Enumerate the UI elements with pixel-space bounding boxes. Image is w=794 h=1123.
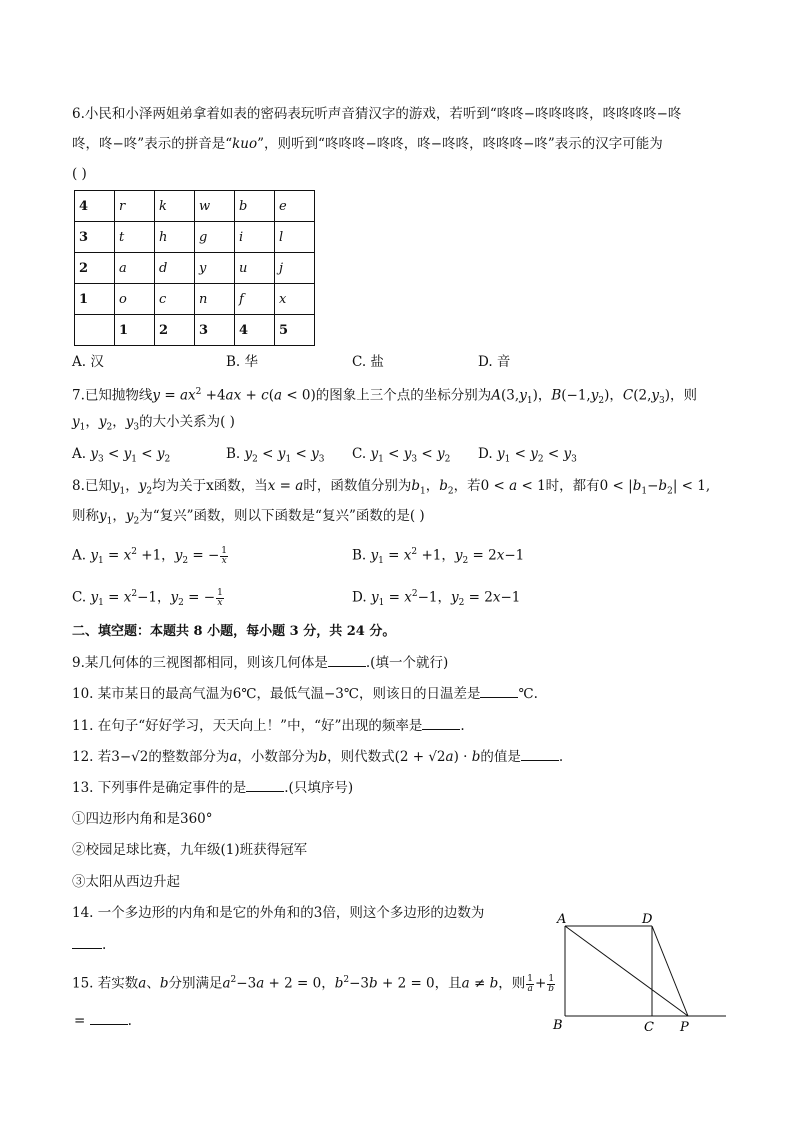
label-d: D <box>642 912 653 927</box>
column-header: 5 <box>275 315 315 346</box>
table-cell: g <box>195 222 235 253</box>
q8-option-c: C. $y_1 = x^2-1$，$y_2$ = − $\frac{1}{x}$ <box>72 587 223 609</box>
q8-line1: 8.已知$y_1$，$y_2$均为关于x函数，当x = a时，函数值分别为$b_1$，$b_2$，若0 < a < 1时，都有$0 < |b_1-b_2| < 1$, <box>72 478 711 497</box>
code-table <box>74 190 315 346</box>
label-c: C <box>644 1020 654 1035</box>
table-cell: a <box>115 253 155 284</box>
q14: 14. 一个多边形的内角和是它的外角和的3倍，则这个多边形的边数为 <box>72 905 485 921</box>
geometry-figure <box>548 908 728 1038</box>
table-cell: f <box>235 284 275 315</box>
table-row <box>75 284 315 315</box>
q7-option-a: A. $y_3 < y_1 < y_2$ <box>72 446 171 465</box>
section-title: 二、填空题：本题共 8 小题，每小题 3 分，共 24 分。 <box>72 624 396 639</box>
table-row <box>75 222 315 253</box>
column-header: 1 <box>115 315 155 346</box>
q6-option-b: B. 华 <box>226 354 259 370</box>
q8-option-a: A. $y_1 = x^2 +1$，$y_2$ = − $\frac{1}{x}$ <box>72 545 228 567</box>
row-header: 3 <box>75 222 115 253</box>
q15-line2: = . <box>74 1010 132 1031</box>
q14-blank-line: . <box>72 934 106 955</box>
q13: 13. 下列事件是确定事件的是 .(只填序号) <box>72 777 353 798</box>
q11-answer-blank <box>422 715 460 730</box>
q13-item-1: ①四边形内角和是360° <box>72 811 213 827</box>
q9: 9.某几何体的三视图都相同，则该几何体是 .(填一个就行) <box>72 652 448 673</box>
row-header: 1 <box>75 284 115 315</box>
q7-line2: $y_1$，$y_2$，$y_3$的大小关系为( ) <box>72 414 235 433</box>
q14-answer-blank <box>72 934 102 949</box>
q6-paren: ( ) <box>72 166 87 182</box>
q6-option-a: A. 汉 <box>72 354 104 370</box>
column-header <box>75 315 115 346</box>
q8-option-b: B. $y_1 = x^2 +1$，$y_2 = 2x-1$ <box>352 547 525 567</box>
q6-option-d: D. 音 <box>478 354 511 370</box>
table-cell: x <box>275 284 315 315</box>
table-cell: r <box>115 191 155 222</box>
column-header: 2 <box>155 315 195 346</box>
q13-item-2: ②校园足球比赛，九年级(1)班获得冠军 <box>72 842 308 858</box>
q8-option-d: D. $y_1 = x^2-1$，$y_2 = 2x-1$ <box>352 589 521 609</box>
table-cell: c <box>155 284 195 315</box>
q12: 12. 若3−√2的整数部分为a，小数部分为b，则代数式(2 + √2a) · b的值是 . <box>72 746 563 767</box>
table-cell: e <box>275 191 315 222</box>
row-header: 4 <box>75 191 115 222</box>
q6-option-c: C. 盐 <box>352 354 384 370</box>
table-cell: j <box>275 253 315 284</box>
q9-answer-blank <box>328 652 366 667</box>
table-cell: d <box>155 253 195 284</box>
table-cell: l <box>275 222 315 253</box>
table-cell: i <box>235 222 275 253</box>
q10: 10. 某市某日的最高气温为6℃，最低气温−3℃，则该日的日温差是 ℃. <box>72 683 538 704</box>
table-cell: k <box>155 191 195 222</box>
table-cell: b <box>235 191 275 222</box>
q7-option-d: D. $y_1 < y_2 < y_3$ <box>478 446 577 465</box>
label-p: P <box>680 1020 689 1035</box>
table-cell: u <box>235 253 275 284</box>
table-cell: t <box>115 222 155 253</box>
table-cell: h <box>155 222 195 253</box>
q7-line1: 7.已知抛物线$y = ax^2 +4ax + c(a < 0)$的图象上三个点的坐标分别为$A(3,y_1)$，$B(-1,y_2)$，$C(2,y_3)$，则 <box>72 387 698 407</box>
table-cell: n <box>195 284 235 315</box>
label-a: A <box>557 912 567 927</box>
row-header: 2 <box>75 253 115 284</box>
column-header: 4 <box>235 315 275 346</box>
table-cell: o <box>115 284 155 315</box>
q7-option-c: C. $y_1 < y_3 < y_2$ <box>352 446 451 465</box>
q7-option-b: B. $y_2 < y_1 < y_3$ <box>226 446 325 465</box>
table-cell: w <box>195 191 235 222</box>
q8-line2: 则称$y_1$，$y_2$为“复兴”函数，则以下函数是“复兴”函数的是( ) <box>72 508 425 527</box>
q10-answer-blank <box>480 683 518 698</box>
label-b: B <box>553 1018 563 1033</box>
column-header: 3 <box>195 315 235 346</box>
q13-item-3: ③太阳从西边升起 <box>72 874 180 890</box>
table-footer-row <box>75 315 315 346</box>
table-row <box>75 191 315 222</box>
q11: 11. 在句子“好好学习，天天向上！”中，“好”出现的频率是 . <box>72 715 465 736</box>
q13-answer-blank <box>246 777 284 792</box>
table-row <box>75 253 315 284</box>
q12-answer-blank <box>521 746 559 761</box>
q15-answer-blank <box>90 1010 128 1025</box>
table-cell: y <box>195 253 235 284</box>
q6-line2: 咚，咚−咚”表示的拼音是“kuo”，则听到“咚咚咚−咚咚，咚−咚咚，咚咚咚−咚”表示的汉字可能为 <box>72 136 663 152</box>
q6-line1: 6.小民和小泽两姐弟拿着如表的密码表玩听声音猜汉字的游戏，若听到“咚咚−咚咚咚咚，咚咚咚咚−咚 <box>72 106 682 122</box>
q15-line1: 15. 若实数a、b分别满足$a^2-3a + 2 = 0$，$b^2-3b + 2 = 0$，且a ≠ b，则 $\frac{1}{a}$ + $\frac{1}{b}$ <box>72 973 555 994</box>
